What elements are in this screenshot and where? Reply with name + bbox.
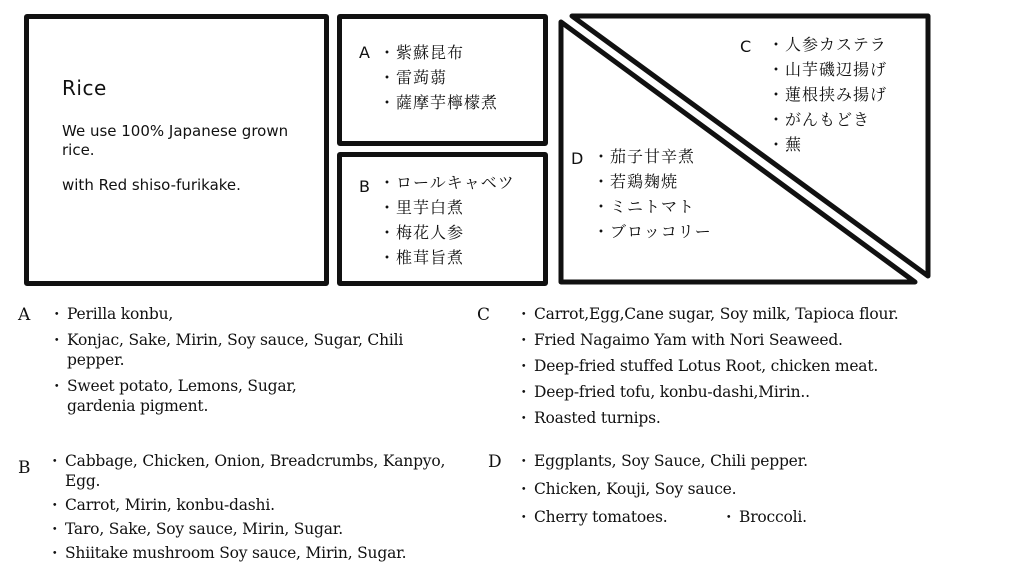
box-c-menu <box>740 32 887 157</box>
rice-description <box>62 122 302 211</box>
desc-c-item: ・ Carrot,Egg,Cane sugar, Soy milk, Tapioca flour. <box>519 304 1019 324</box>
desc-d-item: ・ Eggplants, Soy Sauce, Chili pepper. <box>519 451 1019 471</box>
box-b-menu <box>359 170 515 270</box>
box-b-item: ・ 梅花人参 <box>379 220 515 245</box>
desc-b-list <box>50 451 480 563</box>
box-d-menu <box>571 144 712 244</box>
box-c-item: ・ 蕪 <box>768 132 887 157</box>
box-d-item: ・ 若鶏麹焼 <box>593 169 712 194</box>
box-b-item: ・ 椎茸旨煮 <box>379 245 515 270</box>
box-a-item: ・ 薩摩芋檸檬煮 <box>379 90 498 115</box>
desc-b-item: ・ Taro, Sake, Soy sauce, Mirin, Sugar. <box>50 519 480 539</box>
box-c-item: ・ 人参カステラ <box>768 32 887 57</box>
desc-a-letter: A <box>18 305 31 325</box>
desc-b-item: ・ Shiitake mushroom Soy sauce, Mirin, Sugar. <box>50 543 480 563</box>
box-d-letter: D <box>571 149 585 168</box>
desc-b-item: ・ Carrot, Mirin, konbu-dashi. <box>50 495 480 515</box>
desc-c-item: ・ Fried Nagaimo Yam with Nori Seaweed. <box>519 330 1019 350</box>
box-c-letter: C <box>740 37 753 56</box>
desc-d-item: ・ Cherry tomatoes. <box>519 507 667 527</box>
rice-line-2: with Red shiso-furikake. <box>62 176 241 194</box>
desc-b-item: ・ Cabbage, Chicken, Onion, Breadcrumbs, Kanpyo, Egg. <box>50 451 457 491</box>
box-a-menu <box>359 40 498 115</box>
desc-d-item: ・ Broccoli. <box>724 507 807 527</box>
rice-title: Rice <box>62 76 107 100</box>
box-d-item: ・ ミニトマト <box>593 194 712 219</box>
box-c-item: ・ 山芋磯辺揚げ <box>768 57 887 82</box>
box-d-item: ・ 茄子甘辛煮 <box>593 144 712 169</box>
box-a-item: ・ 紫蘇昆布 <box>379 40 498 65</box>
desc-c-item: ・ Deep-fried tofu, konbu-dashi,Mirin.. <box>519 382 1019 402</box>
box-b-letter: B <box>359 177 371 196</box>
desc-d-letter: D <box>488 452 502 472</box>
desc-a-list <box>52 304 432 416</box>
box-b-item: ・ ロールキャベツ <box>379 170 515 195</box>
desc-c-letter: C <box>477 305 491 325</box>
desc-c-item: ・ Deep-fried stuffed Lotus Root, chicken meat. <box>519 356 1019 376</box>
rice-line-1: We use 100% Japanese grown rice. <box>62 122 289 159</box>
desc-b-letter: B <box>18 458 31 478</box>
desc-c-item: ・ Roasted turnips. <box>519 408 1019 428</box>
box-a-item: ・ 雷蒟蒻 <box>379 65 498 90</box>
box-b-item: ・ 里芋白煮 <box>379 195 515 220</box>
desc-a-item: ・ Sweet potato, Lemons, Sugar, gardenia pigment. <box>52 376 357 416</box>
desc-d-item: ・ Chicken, Kouji, Soy sauce. <box>519 479 1019 499</box>
box-a-letter: A <box>359 43 371 62</box>
box-d-item: ・ ブロッコリー <box>593 219 712 244</box>
box-c-item: ・ がんもどき <box>768 107 887 132</box>
desc-a-item: ・ Konjac, Sake, Mirin, Soy sauce, Sugar, Chili pepper. <box>52 330 417 370</box>
desc-d-list <box>519 451 1019 527</box>
box-c-item: ・ 蓮根挟み揚げ <box>768 82 887 107</box>
desc-c-list <box>519 304 1019 428</box>
desc-a-item: ・ Perilla konbu, <box>52 304 432 324</box>
